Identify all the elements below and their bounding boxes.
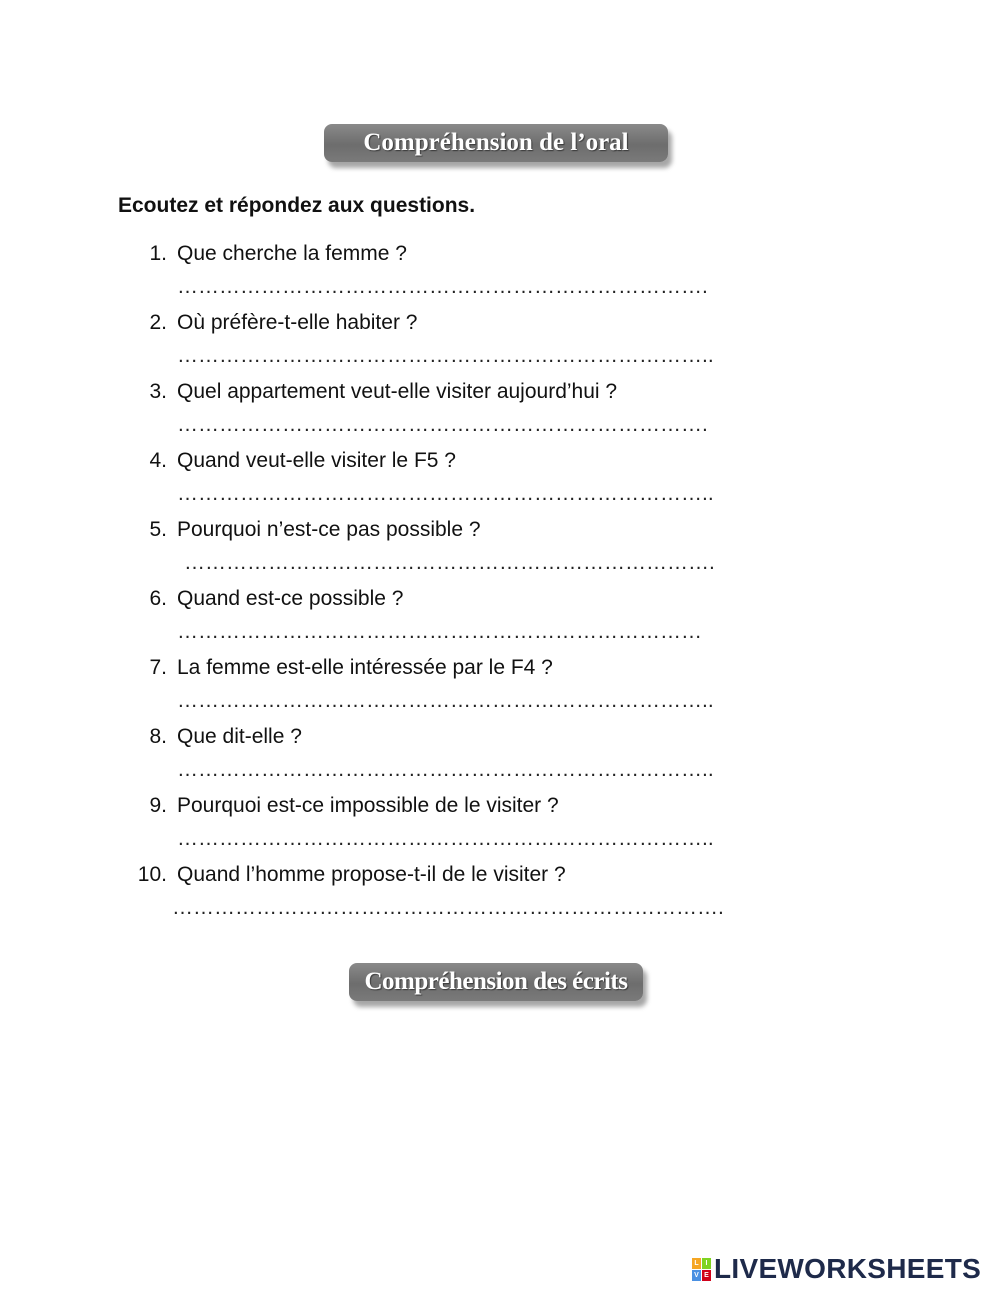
question-number: 9.: [149, 794, 167, 817]
answer-line[interactable]: …………………………………………………………………..: [177, 758, 714, 781]
answer-line[interactable]: …………………………………………………………………..: [177, 827, 714, 850]
question-text: Que dit-elle ?: [177, 725, 302, 748]
question-text: Quand veut-elle visiter le F5 ?: [177, 449, 456, 472]
answer-line[interactable]: ………………………………………………………………….: [177, 275, 708, 298]
section-banner-ecrits: Compréhension des écrits: [349, 963, 643, 1001]
answer-line[interactable]: …………………………………………………………………: [177, 620, 702, 643]
question-text: Quand l’homme propose-t-il de le visiter ?: [177, 863, 566, 886]
question-number: 1.: [149, 242, 167, 265]
question-text: Pourquoi n’est-ce pas possible ?: [177, 518, 481, 541]
question-number: 7.: [149, 656, 167, 679]
answer-line[interactable]: …………………………………………………………………..: [177, 344, 714, 367]
answer-line[interactable]: …………………………………………………………………….: [172, 896, 724, 919]
answer-line[interactable]: ………………………………………………………………….: [184, 551, 715, 574]
question-text: Quand est-ce possible ?: [177, 587, 404, 610]
question-number: 2.: [149, 311, 167, 334]
question-text: La femme est-elle intéressée par le F4 ?: [177, 656, 553, 679]
question-text: Pourquoi est-ce impossible de le visiter ?: [177, 794, 559, 817]
question-text: Que cherche la femme ?: [177, 242, 407, 265]
question-number: 10.: [137, 863, 167, 886]
question-number: 6.: [149, 587, 167, 610]
logo-block: V: [692, 1270, 701, 1281]
liveworksheets-logo: [692, 1254, 981, 1284]
question-text: Quel appartement veut-elle visiter aujourd’hui ?: [177, 380, 618, 403]
section-banner-oral: Compréhension de l’oral: [324, 124, 668, 162]
question-number: 8.: [149, 725, 167, 748]
logo-block: E: [702, 1270, 711, 1281]
logo-block: L: [692, 1258, 701, 1269]
question-text: Où préfère-t-elle habiter ?: [177, 311, 418, 334]
question-number: 4.: [149, 449, 167, 472]
logo-block: I: [702, 1258, 711, 1269]
instruction-text: Ecoutez et répondez aux questions.: [118, 194, 476, 217]
question-number: 5.: [149, 518, 167, 541]
question-number: 3.: [149, 380, 167, 403]
answer-line[interactable]: ………………………………………………………………….: [177, 413, 708, 436]
logo-blocks-icon: [692, 1258, 711, 1281]
answer-line[interactable]: …………………………………………………………………..: [177, 689, 714, 712]
answer-line[interactable]: …………………………………………………………………..: [177, 482, 714, 505]
logo-text: LIVEWORKSHEETS: [714, 1253, 982, 1284]
